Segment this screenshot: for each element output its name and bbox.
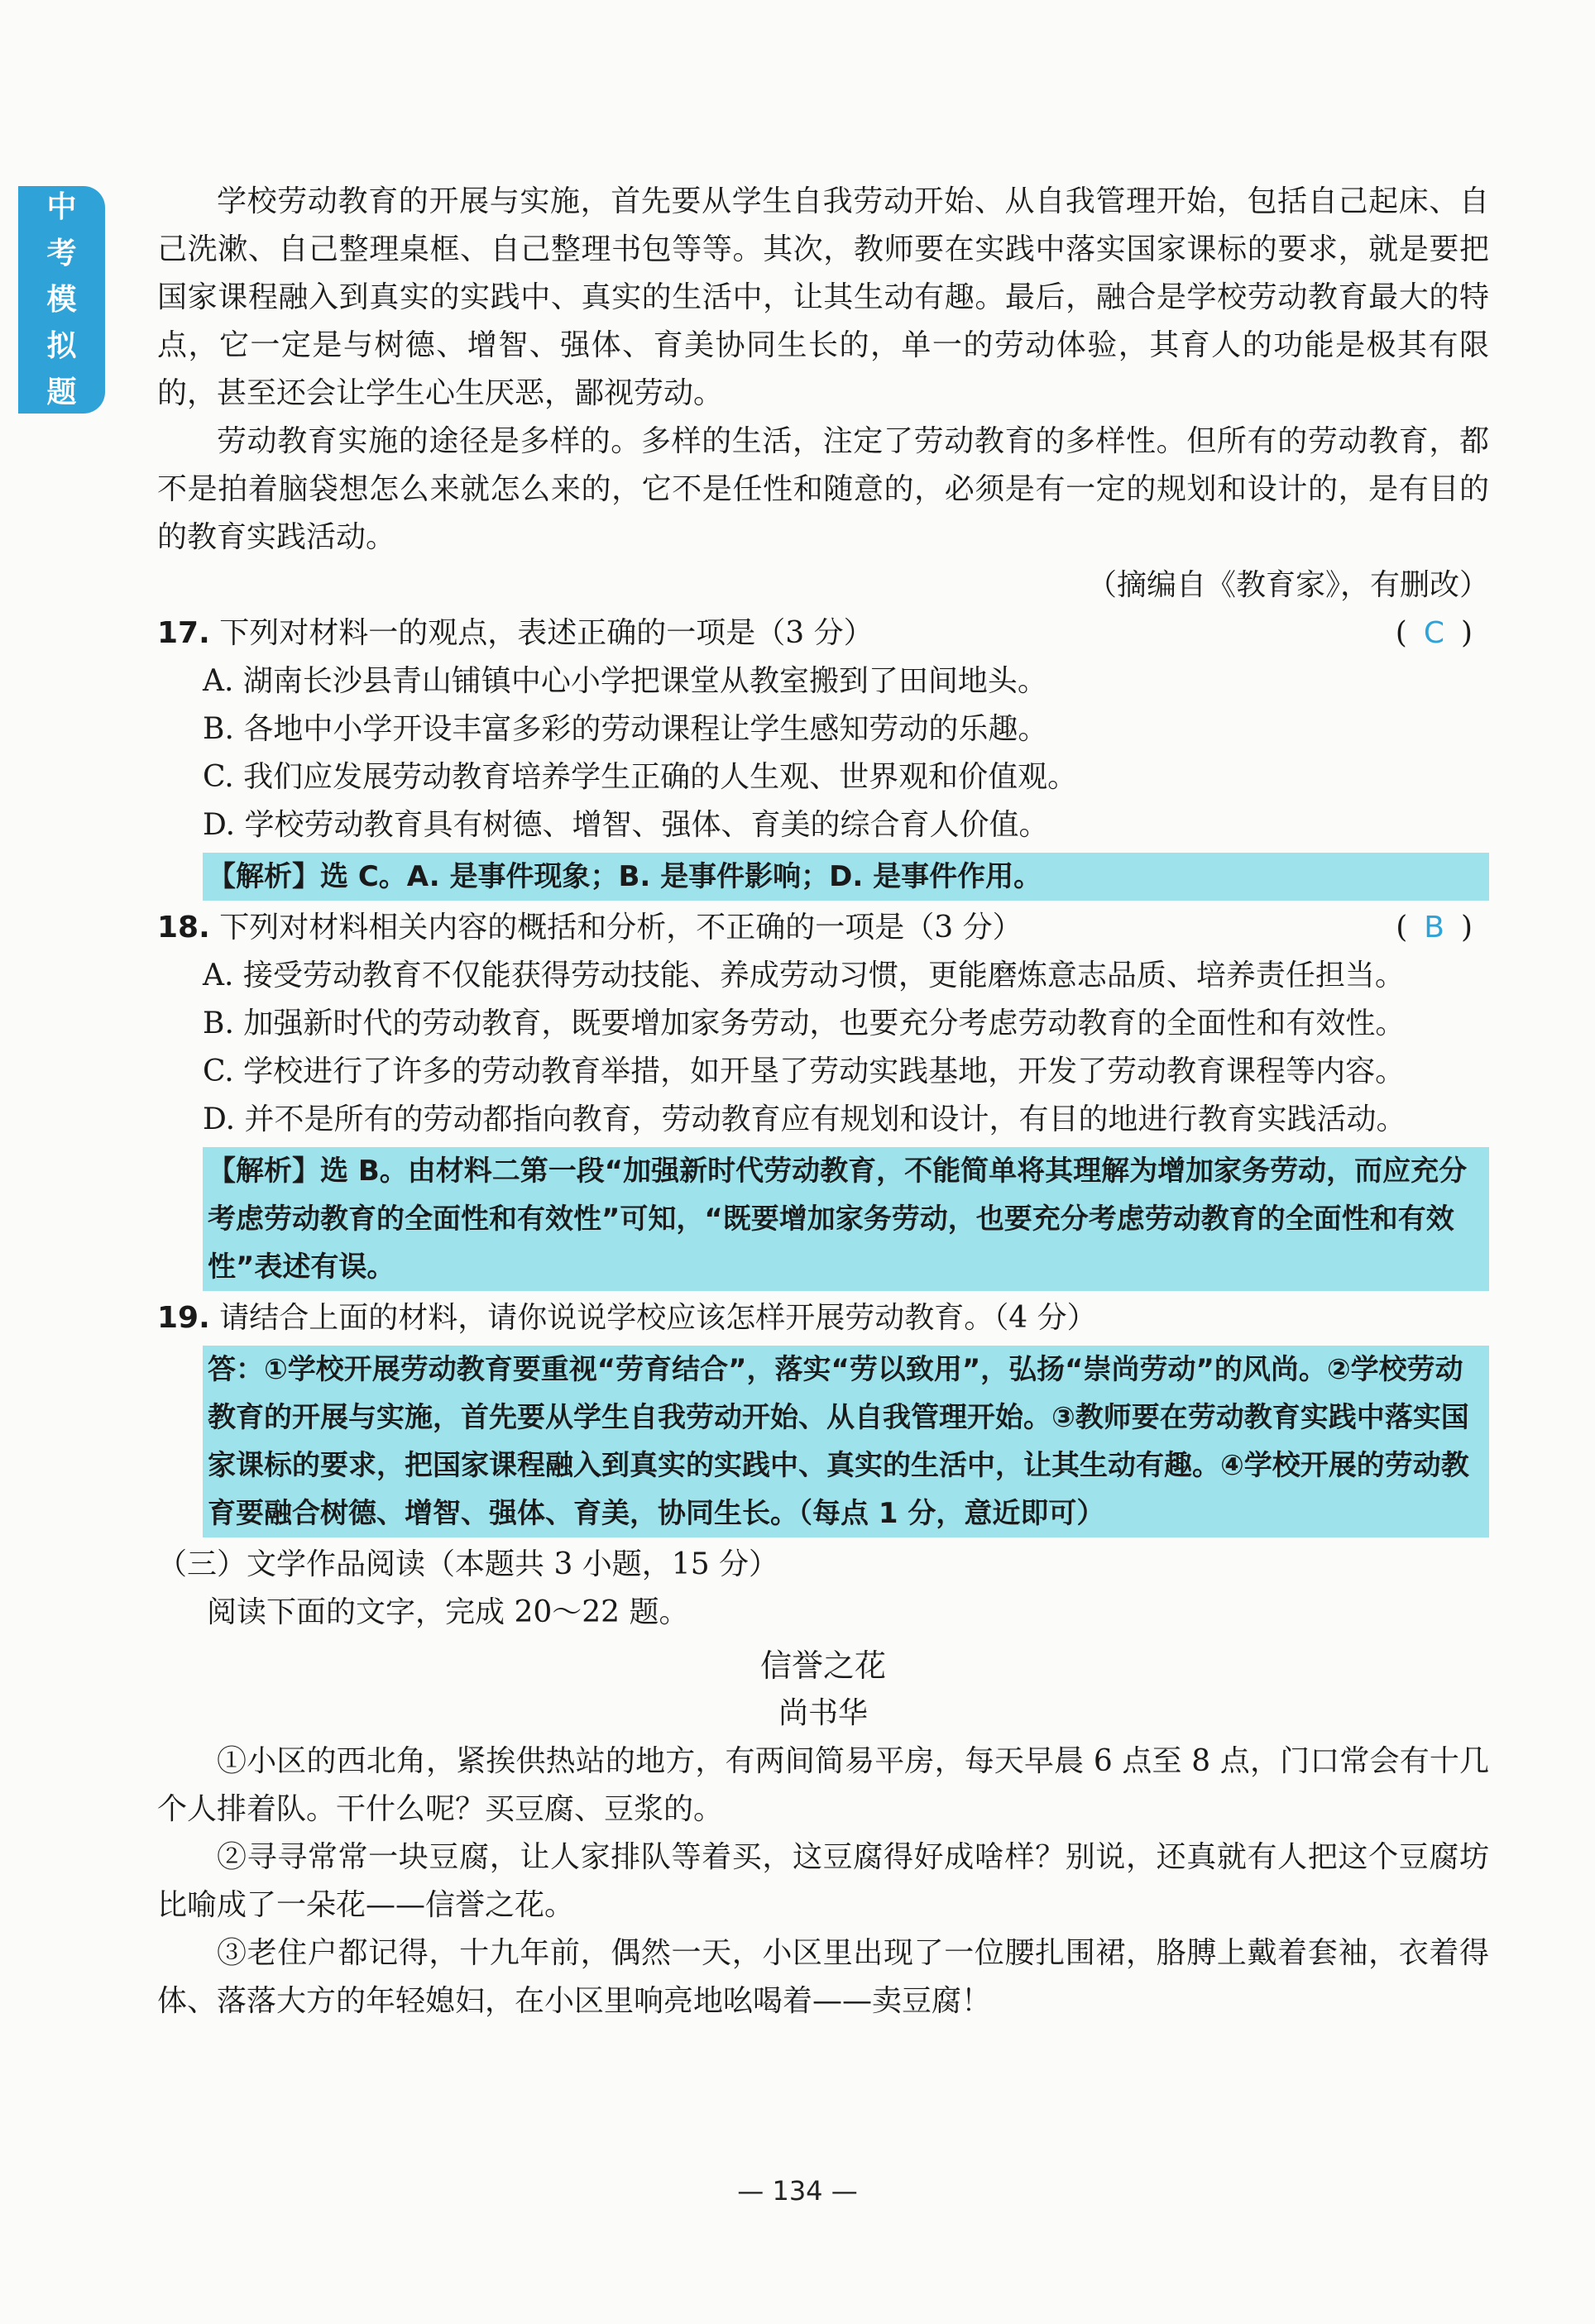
side-tab-label — [18, 186, 105, 414]
answer-paren: (C) — [1395, 616, 1489, 650]
question-stem: 下列对材料一的观点，表述正确的一项是（3 分） — [219, 616, 874, 650]
body-paragraph: 学校劳动教育的开展与实施，首先要从学生自我劳动开始、从自我管理开始，包括自己起床、自己洗漱、自己整理桌框、自己整理书包等等。其次，教师要在实践中落实国家课标的要求，就是要把国家课程融入到真实的实践中、真实的生活中，让其生动有趣。最后，融合是学校劳动教育最大的特点，它一定是与树德、增智、强体、育美协同生长的，单一的劳动体验，其育人的功能是极其有限的，甚至还会让学生心生厌恶，鄙视劳动。 — [157, 184, 1489, 410]
option: B. 各地中小学开设丰富多彩的劳动课程让学生感知劳动的乐趣。 — [203, 712, 1048, 746]
answer-highlight — [203, 1346, 1489, 1537]
story-paragraph: ③老住户都记得，十九年前，偶然一天，小区里出现了一位腰扎围裙，胳膊上戴着套袖，衣着得体、落落大方的年轻媳妇，在小区里响亮地吆喝着——卖豆腐！ — [157, 1936, 1489, 2018]
story-title: 信誉之花 — [759, 1647, 886, 1684]
section-heading: （三）文学作品阅读（本题共 3 小题，15 分） — [157, 1547, 779, 1581]
option: A. 湖南长沙县青山铺镇中心小学把课堂从教室搬到了田间地头。 — [203, 664, 1047, 698]
story-paragraph: ①小区的西北角，紧挨供热站的地方，有两间简易平房，每天早晨 6 点至 8 点，门口常会有十几个人排着队。干什么呢？买豆腐、豆浆的。 — [157, 1744, 1489, 1826]
body-paragraph: 劳动教育实施的途径是多样的。多样的生活，注定了劳动教育的多样性。但所有的劳动教育，都不是拍着脑袋想怎么来就怎么来的，它不是任性和随意的，必须是有一定的规划和设计的，是有目的的教育实践活动。 — [157, 424, 1489, 554]
question-stem: 请结合上面的材料，请你说说学校应该怎样开展劳动教育。（4 分） — [219, 1301, 1097, 1335]
option: A. 接受劳动教育不仅能获得劳动技能、养成劳动习惯，更能磨炼意志品质、培养责任担当。 — [203, 959, 1405, 992]
analysis-highlight: 【解析】选 C。A. 是事件现象；B. 是事件影响；D. 是事件作用。 — [203, 853, 1489, 901]
side-tab-char: 模 — [46, 282, 77, 317]
side-tab-char: 中 — [46, 189, 77, 224]
question-number: 18. — [157, 911, 210, 944]
page-content — [157, 178, 1489, 2025]
page-number: — 134 — — [737, 2175, 858, 2207]
question-number: 19. — [157, 1301, 210, 1335]
option: B. 加强新时代的劳动教育，既要增加家务劳动，也要充分考虑劳动教育的全面性和有效性。 — [203, 1007, 1406, 1040]
option: C. 学校进行了许多的劳动教育举措，如开垦了劳动实践基地，开发了劳动教育课程等内容。 — [203, 1054, 1406, 1088]
option: D. 学校劳动教育具有树德、增智、强体、育美的综合育人价值。 — [203, 808, 1049, 842]
answer-text: ①学校开展劳动教育要重视“劳育结合”，落实“劳以致用”，弘扬“崇尚劳动”的风尚。②学校劳动教育的开展与实施，首先要从学生自我劳动开始、从自我管理开始。③教师要在劳动教育实践中落实国家课标的要求，把国家课程融入到真实的实践中、真实的生活中，让其生动有趣。④学校开展的劳动教育要融合树德、增智、强体、育美，协同生长。（每点 1 分，意近即可） — [208, 1353, 1469, 1530]
question-19 — [157, 1294, 1489, 1342]
answer-prefix: 答： — [208, 1353, 264, 1386]
side-tab-char: 考 — [46, 236, 77, 270]
answer-letter: C — [1423, 616, 1461, 650]
answer-block — [203, 1346, 1489, 1537]
question-number: 17. — [157, 616, 210, 650]
analysis-highlight: 【解析】选 B。由材料二第一段“加强新时代劳动教育，不能简单将其理解为增加家务劳动，而应充分考虑劳动教育的全面性和有效性”可知，“既要增加家务劳动，也要充分考虑劳动教育的全面性和有效性”表述有误。 — [203, 1147, 1489, 1291]
answer-paren: (B) — [1396, 911, 1489, 944]
question-17 — [157, 610, 1489, 658]
source-citation: （摘编自《教育家》，有删改） — [1086, 568, 1489, 602]
side-tab-char: 题 — [46, 375, 77, 409]
option: C. 我们应发展劳动教育培养学生正确的人生观、世界观和价值观。 — [203, 760, 1078, 794]
story-paragraph: ②寻寻常常一块豆腐，让人家排队等着买，这豆腐得好成啥样？别说，还真就有人把这个豆腐坊比喻成了一朵花——信誉之花。 — [157, 1840, 1489, 1922]
question-18 — [157, 904, 1489, 952]
question-stem: 下列对材料相关内容的概括和分析，不正确的一项是（3 分） — [219, 911, 1023, 944]
answer-letter: B — [1424, 911, 1461, 944]
story-author: 尚书华 — [778, 1696, 868, 1730]
side-tab-char: 拟 — [46, 328, 77, 363]
section-instruction: 阅读下面的文字，完成 20～22 题。 — [207, 1595, 689, 1629]
option: D. 并不是所有的劳动都指向教育，劳动教育应有规划和设计，有目的地进行教育实践活动。 — [203, 1102, 1406, 1136]
